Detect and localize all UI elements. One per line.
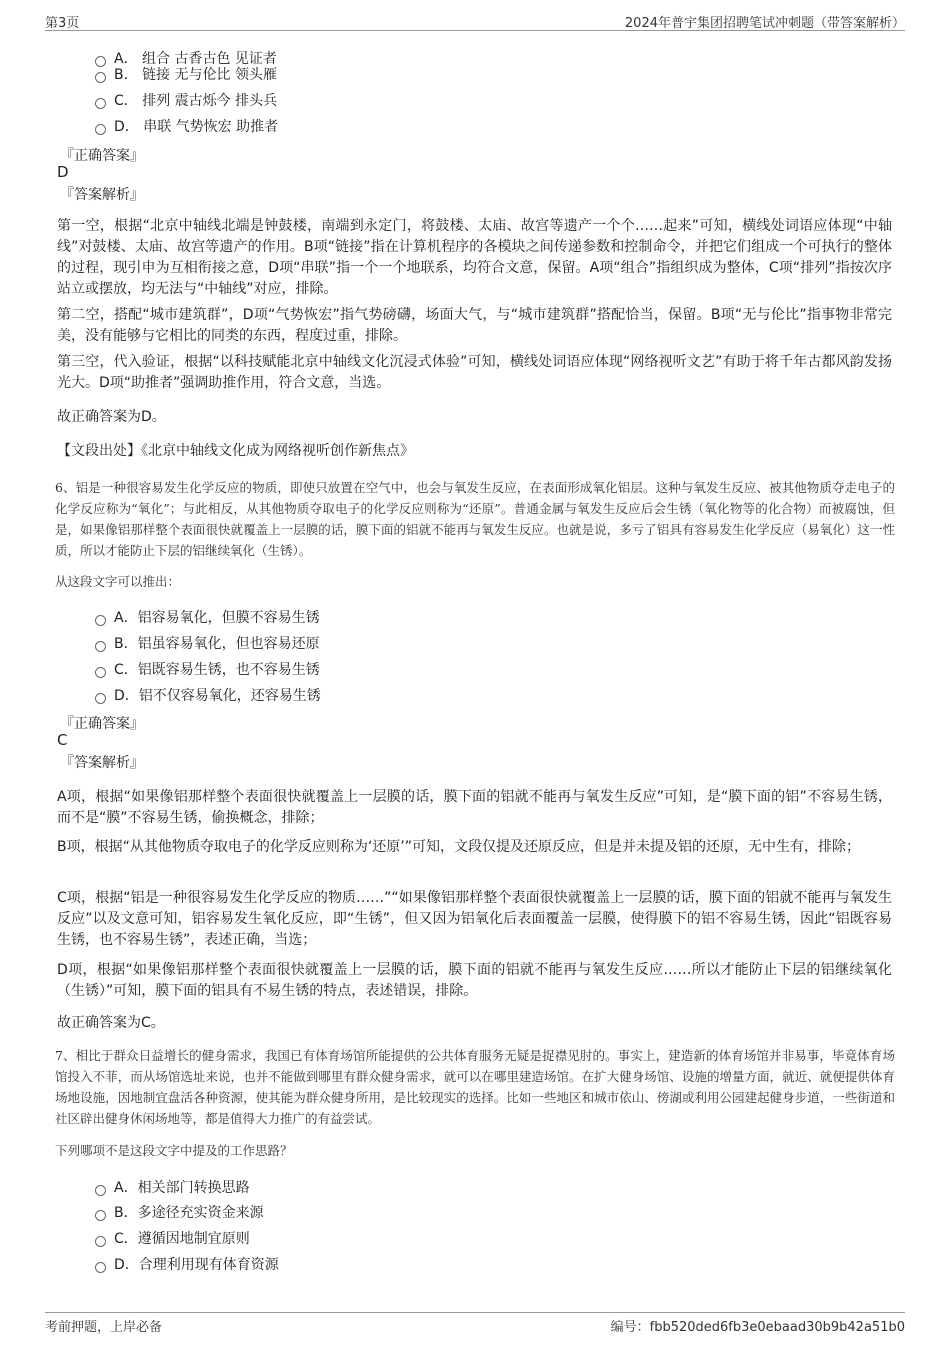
page-header bbox=[45, 10, 905, 31]
q5-option-a[interactable]: A． 组合 古香古色 见证者 bbox=[95, 48, 277, 68]
q6-answer-label: 『正确答案』 bbox=[60, 716, 144, 732]
page-footer bbox=[45, 1312, 905, 1337]
q5-option-c[interactable]: C． 排列 震古烁今 排头兵 bbox=[95, 90, 277, 110]
q5-source: 【文段出处】《北京中轴线文化成为网络视听创作新焦点》 bbox=[57, 443, 414, 459]
radio-icon[interactable] bbox=[95, 1236, 106, 1247]
radio-icon[interactable] bbox=[95, 98, 106, 109]
footer-code: 编号：fbb520ded6fb3e0ebaad30b9b42a51b0 bbox=[610, 1320, 905, 1335]
q6-analysis-label: 『答案解析』 bbox=[60, 755, 144, 771]
radio-icon[interactable] bbox=[95, 72, 106, 83]
q6-answer: C bbox=[57, 731, 68, 749]
footer-slogan: 考前押题，上岸必备 bbox=[45, 1320, 163, 1335]
document-title: 2024年普宇集团招聘笔试冲刺题（带答案解析） bbox=[624, 16, 905, 31]
q6-analysis-b: B项，根据“从其他物质夺取电子的化学反应则称为‘还原’”可知，文段仅提及还原反应，但是并未提及铝的还原，无中生有，排除； bbox=[57, 839, 861, 855]
q6-option-d[interactable]: D．铝不仅容易氧化，还容易生锈 bbox=[95, 685, 321, 705]
q5-option-b[interactable]: B． 链接 无与伦比 领头雁 bbox=[95, 64, 277, 84]
q7-option-d[interactable]: D．合理利用现有体育资源 bbox=[95, 1254, 279, 1274]
q5-answer: D bbox=[57, 163, 69, 181]
q6-analysis-d: D项，根据“如果像铝那样整个表面很快就覆盖上一层膜的话，膜下面的铝就不能再与氧发生反应……所以才能防止下层的铝继续氧化（生锈）”可知，膜下面的铝具有不易生锈的特点，表述错误，排除。 bbox=[57, 962, 892, 999]
q5-answer-label: 『正确答案』 bbox=[60, 148, 144, 164]
radio-icon[interactable] bbox=[95, 1262, 106, 1273]
radio-icon[interactable] bbox=[95, 124, 106, 135]
q6-option-c[interactable]: C．铝既容易生锈，也不容易生锈 bbox=[95, 659, 320, 679]
radio-icon[interactable] bbox=[95, 693, 106, 704]
q7-option-b[interactable]: B．多途径充实资金来源 bbox=[95, 1202, 264, 1222]
radio-icon[interactable] bbox=[95, 1185, 106, 1196]
q6-text: 6、铝是一种很容易发生化学反应的物质，即使只放置在空气中，也会与氧发生反应，在表面形成氧化铝层。这种与氧发生反应、被其他物质夺走电子的化学反应称为“氧化”；与此相反，从其他物质夺取电子的化学反应则称为“还原”。普通金属与氧发生反应后会生锈（氧化物等的化合物）而被腐蚀，但是，如果像铝那样整个表面很快就覆盖上一层膜的话，膜下面的铝就不能再与氧发生反应。也就是说，多亏了铝具有容易发生化学反应（易氧化）这一性质，所以才能防止下层的铝继续氧化（生锈）。 bbox=[55, 480, 895, 558]
q5-analysis-label: 『答案解析』 bbox=[60, 187, 144, 203]
radio-icon[interactable] bbox=[95, 667, 106, 678]
q6-option-b[interactable]: B．铝虽容易氧化，但也容易还原 bbox=[95, 633, 320, 653]
q7-option-a[interactable]: A．相关部门转换思路 bbox=[95, 1177, 250, 1197]
q6-prompt: 从这段文字可以推出： bbox=[55, 574, 181, 589]
q6-analysis-final: 故正确答案为C。 bbox=[57, 1015, 165, 1031]
radio-icon[interactable] bbox=[95, 641, 106, 652]
q7-text: 7、相比于群众日益增长的健身需求，我国已有体育场馆所能提供的公共体育服务无疑是捉襟见肘的。事实上，建造新的体育场馆并非易事，毕竟体育场馆投入不菲，而从场馆选址来说，也并不能做到哪里有群众健身需求，就可以在哪里建造场馆。在扩大健身场馆、设施的增量方面，就近、就便提供体育场地设施，因地制宜盘活各种资源，使其能为群众健身所用，是比较现实的选择。比如一些地区和城市依山、傍湖或利用公园建起健身步道，一些街道和社区辟出健身休闲场地等，都是值得大力推广的有益尝试。 bbox=[55, 1048, 895, 1126]
q5-option-d[interactable]: D． 串联 气势恢宏 助推者 bbox=[95, 116, 278, 136]
q7-option-c[interactable]: C．遵循因地制宜原则 bbox=[95, 1228, 250, 1248]
q5-analysis-2: 第二空，搭配“城市建筑群”，D项“气势恢宏”指气势磅礴，场面大气，与“城市建筑群”搭配恰当，保留。B项“无与伦比”指事物非常完美，没有能够与它相比的同类的东西，程度过重，排除。 bbox=[57, 307, 892, 344]
q6-option-a[interactable]: A．铝容易氧化，但膜不容易生锈 bbox=[95, 607, 320, 627]
q5-analysis-4: 故正确答案为D。 bbox=[57, 409, 166, 425]
q6-analysis-a: A项，根据“如果像铝那样整个表面很快就覆盖上一层膜的话，膜下面的铝就不能再与氧发生反应”可知，是“膜下面的铝”不容易生锈，而不是“膜”不容易生锈，偷换概念，排除； bbox=[57, 789, 892, 826]
radio-icon[interactable] bbox=[95, 615, 106, 626]
q7-prompt: 下列哪项不是这段文字中提及的工作思路？ bbox=[55, 1143, 293, 1158]
q5-analysis-1: 第一空，根据“北京中轴线北端是钟鼓楼，南端到永定门，将鼓楼、太庙、故宫等遗产一个个……起来”可知，横线处词语应体现“中轴线”对鼓楼、太庙、故宫等遗产的作用。B项“链接”指在计算机程序的各模块之间传递参数和控制命令，并把它们组成一个可执行的整体的过程，现引申为互相衔接之意，D项“串联”指一个一个地联系，均符合文意，保留。A项“组合”指组织成为整体，C项“排列”指按次序站立或摆放，均无法与“中轴线”对应，排除。 bbox=[57, 218, 892, 297]
q5-analysis-3: 第三空，代入验证，根据“以科技赋能北京中轴线文化沉浸式体验”可知，横线处词语应体现“网络视听文艺”有助于将千年古都风韵发扬光大。D项“助推者”强调助推作用，符合文意，当选。 bbox=[57, 354, 892, 391]
q6-analysis-c: C项，根据“铝是一种很容易发生化学反应的物质……”“如果像铝那样整个表面很快就覆盖上一层膜的话，膜下面的铝就不能再与氧发生反应”以及文意可知，铝容易发生氧化反应，即“生锈”，但又因为铝氧化后表面覆盖一层膜，使得膜下的铝不容易生锈，因此“铝既容易生锈，也不容易生锈”，表述正确，当选； bbox=[57, 890, 892, 948]
page-number: 第3页 bbox=[45, 16, 80, 31]
radio-icon[interactable] bbox=[95, 1210, 106, 1221]
